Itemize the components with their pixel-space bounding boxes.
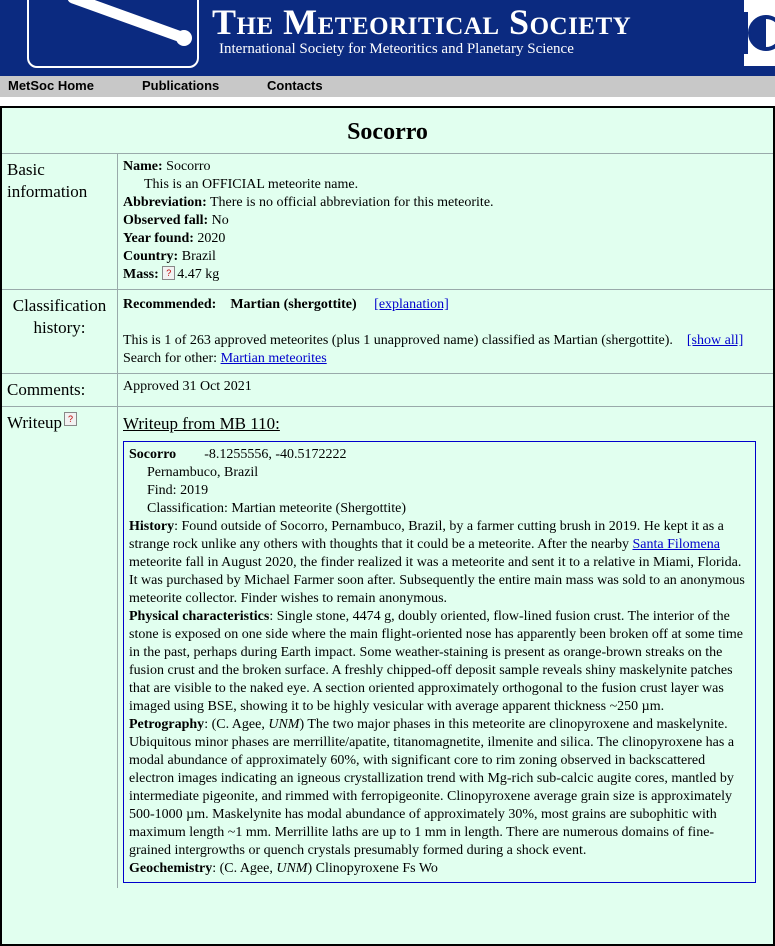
- year-value: 2020: [197, 231, 226, 246]
- site-header: [0, 0, 775, 76]
- physical-paragraph: [129, 608, 750, 716]
- country-label: Country:: [123, 249, 179, 264]
- recommended-label: Recommended:: [123, 297, 217, 312]
- corner-logo: [744, 0, 775, 66]
- petrography-unm: UNM: [268, 717, 300, 732]
- meteor-streak-icon: [29, 0, 201, 70]
- geochemistry-text-1: : (C. Agee,: [212, 861, 277, 876]
- writeup-label-cell: [2, 407, 118, 888]
- society-logo[interactable]: [27, 0, 199, 68]
- geochemistry-label: Geochemistry: [129, 861, 213, 876]
- comments-label: Comments:: [2, 374, 118, 406]
- writeup-heading[interactable]: Writeup from MB 110:: [123, 414, 280, 433]
- writeup-row: [2, 407, 773, 888]
- petrography-label: Petrography: [129, 717, 205, 732]
- year-label: Year found:: [123, 231, 194, 246]
- writeup-content: [118, 407, 773, 888]
- writeup-find: Find: 2019: [147, 483, 209, 498]
- writeup-label: Writeup: [7, 413, 63, 432]
- nav-bar: [0, 76, 775, 97]
- comments-row: [2, 374, 773, 407]
- fall-value: No: [211, 213, 229, 228]
- physical-text: : Single stone, 4474 g, doubly oriented, flow-lined fusion crust. The interior of the stone is exposed on one side where the main flight-oriented nose has apparently been broken off at some time in the past, perhaps during Earth impact. Some weather-staining is present as orange-brown streaks on the fusion crust and the broken surface. A freshly chipped-off deposit sample reveals shiny maskelynite patches that are visible to the naked eye. A section oriented approximately orthogonal to the fusion crust layer was imaged using BSE, showing it to be highly vesicular with average apparent thickness ~250 µm.: [129, 609, 744, 714]
- site-title: The Meteoritical Society: [212, 2, 632, 42]
- classification-row: [2, 290, 773, 374]
- mass-value: 4.47 kg: [177, 267, 220, 282]
- writeup-name: Socorro: [129, 447, 177, 462]
- history-label: History: [129, 519, 175, 534]
- meteorite-record: [0, 106, 775, 946]
- petrography-paragraph: [129, 716, 750, 860]
- petrography-text-2: ) The two major phases in this meteorite are clinopyroxene and maskelynite. Ubiquitous minor phases are merrillite/apatite, titanomagnetite, ilmenite and silica. The clinopyroxene has a modal abundance of approximately 60%, with significant core to rim zoning observed in backscattered electron images indicating an igneous crystallization trend with Mg-rich sub-calcic augite cores, mantled by intermediate pigeonite, and rimmed with ferropigeonite. Clinopyroxene average grain size is approximately 500-1000 µm. Maskelynite has modal abundance of approximately 30%, most grains are subophitic with maximum length ~1 mm. Merrillite laths are up to 1 mm in length. There are numerous domains of fine-grained intergrowths or quench crystals presumably formed during a shock event.: [129, 717, 735, 858]
- comments-value: [118, 374, 773, 406]
- writeup-classification: Classification: Martian meteorite (Shergottite): [147, 501, 407, 516]
- geochemistry-unm: UNM: [276, 861, 308, 876]
- martian-meteorites-link[interactable]: Martian meteorites: [220, 351, 327, 366]
- name-value: Socorro: [166, 159, 211, 174]
- history-paragraph: [129, 518, 750, 608]
- writeup-coords: -8.1255556, -40.5172222: [204, 447, 347, 462]
- history-text-2: meteorite fall in August 2020, the finder realized it was a meteorite and sent it to a relative in Miami, Florida. It was purchased by Michael Farmer soon after. Subsequently the entire main mass was sold to an anonymous meteorite collector. Finder wishes to remain anonymous.: [129, 555, 745, 606]
- writeup-box: [123, 441, 756, 883]
- help-icon[interactable]: ?: [162, 266, 175, 280]
- explanation-link[interactable]: [explanation]: [374, 297, 449, 312]
- classification-count: This is 1 of 263 approved meteorites (plus 1 unapproved name) classified as Martian (shergottite).: [123, 333, 673, 348]
- show-all-link[interactable]: [show all]: [686, 333, 744, 348]
- santa-filomena-link[interactable]: Santa Filomena: [632, 537, 720, 552]
- abbrev-label: Abbreviation:: [123, 195, 207, 210]
- abbrev-value: There is no official abbreviation for this meteorite.: [210, 195, 494, 210]
- writeup-help-icon[interactable]: ?: [64, 412, 77, 426]
- nav-metsoc-home[interactable]: MetSoc Home: [8, 78, 94, 93]
- mass-label: Mass:: [123, 267, 159, 282]
- nav-contacts[interactable]: Contacts: [267, 78, 323, 93]
- search-other-label: Search for other:: [123, 351, 218, 366]
- writeup-location: Pernambuco, Brazil: [147, 465, 259, 480]
- site-subtitle: International Society for Meteoritics and Planetary Science: [219, 41, 574, 57]
- basic-info-values: [118, 154, 773, 289]
- geochemistry-text-3: Wo: [415, 861, 438, 876]
- fall-label: Observed fall:: [123, 213, 209, 228]
- basic-info-row: [2, 154, 773, 290]
- official-note: This is an OFFICIAL meteorite name.: [144, 177, 359, 192]
- classification-label: Classification history:: [2, 290, 118, 373]
- page-title: Socorro: [2, 108, 773, 154]
- name-label: Name:: [123, 159, 163, 174]
- geochemistry-paragraph: [129, 860, 750, 878]
- basic-info-label: Basic information: [2, 154, 118, 289]
- physical-label: Physical characteristics: [129, 609, 270, 624]
- classification-values: [118, 290, 773, 373]
- country-value: Brazil: [181, 249, 216, 264]
- comments-text: Approved 31 Oct 2021: [123, 379, 252, 394]
- history-text-1: : Found outside of Socorro, Pernambuco, Brazil, by a farmer cutting brush in 2019. He kept it as a strange rock unlike any others with thoughts that it could be a meteorite. After the nearby: [129, 519, 724, 552]
- geochemistry-text-2: ) Clinopyroxene Fs: [307, 861, 416, 876]
- recommended-value: Martian (shergottite): [230, 297, 357, 312]
- petrography-text-1: : (C. Agee,: [204, 717, 269, 732]
- nav-publications[interactable]: Publications: [142, 78, 220, 93]
